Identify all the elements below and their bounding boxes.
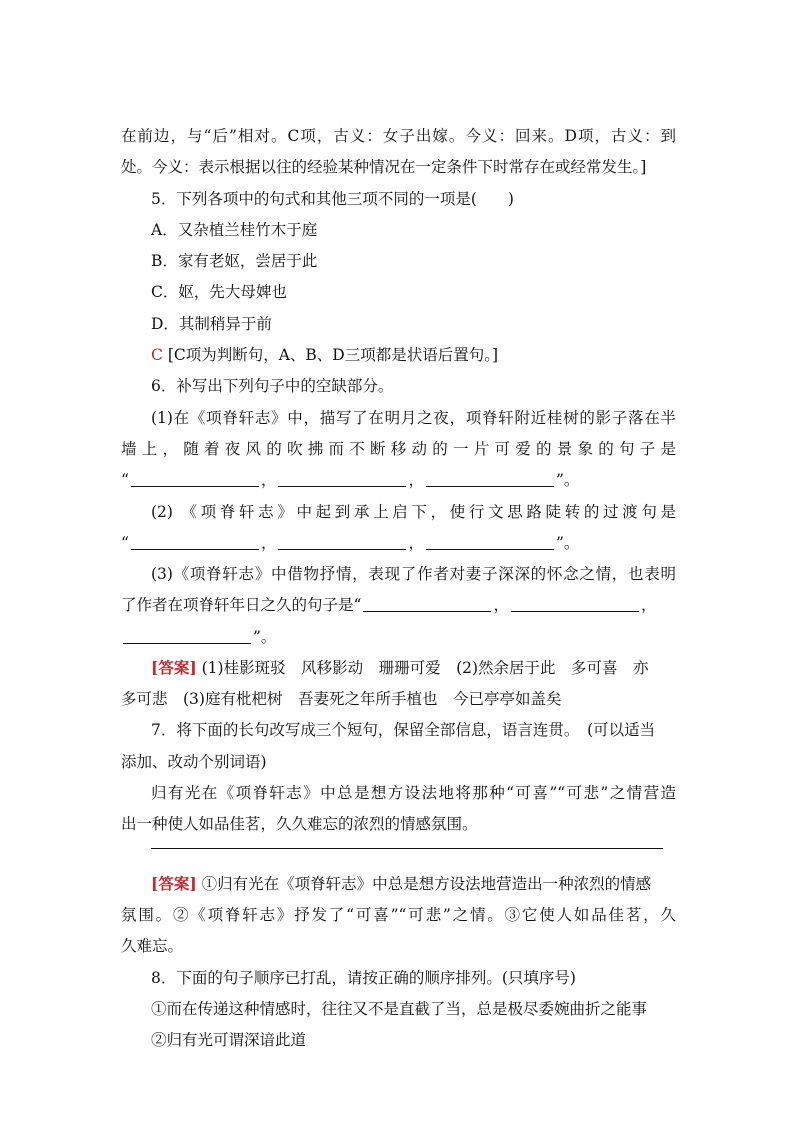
- answer-6: [151, 658, 676, 678]
- option-d: D．其制稍异于前: [151, 315, 272, 333]
- answer-label: [答案]: [151, 658, 197, 677]
- question-6-3: (3)《项脊轩志》中借物抒情，表现了作者对妻子深深的怀念之情，也表明: [151, 565, 676, 583]
- fill-blanks-3: [121, 627, 676, 647]
- answer-7: [151, 874, 676, 894]
- blank-line: [278, 534, 406, 550]
- sentence-1: ①而在传递这种情感时，往往又不是直截了当，总是极尽委婉曲折之能事: [151, 1000, 648, 1018]
- option-c: C．妪，先大母婢也: [151, 283, 287, 301]
- answer-5: [151, 345, 676, 365]
- comma: ，: [260, 534, 277, 552]
- blank-line: [278, 471, 406, 487]
- comma: ，: [493, 596, 509, 614]
- answer-explanation: [C项为判断句，A、B、D三项都是状语后置句。]: [167, 346, 499, 364]
- comma: ，: [640, 596, 657, 614]
- answer-7: 氛围。②《项脊轩志》抒发了“可喜”“可悲”之情。③它使人如品佳茗，久: [121, 906, 676, 924]
- option-a: A．又杂植兰桂竹木于庭: [151, 221, 318, 239]
- option-b: B．家有老妪，尝居于此: [151, 252, 318, 270]
- quote-mark: “: [121, 534, 129, 552]
- quote-mark: “: [121, 471, 129, 489]
- blank-line: [131, 534, 259, 550]
- answer-letter: C: [151, 346, 163, 364]
- question-5: 5．下列各项中的句式和其他三项不同的一项是( ): [151, 190, 514, 208]
- answer-label: [答案]: [151, 874, 197, 893]
- blank-line: [426, 471, 554, 487]
- fill-blanks-1: [121, 470, 676, 490]
- comma: ，: [408, 534, 424, 552]
- answer-text: (1)桂影斑驳 风移影动 珊珊可爱 (2)然余居于此 多可喜 亦: [201, 659, 649, 677]
- answer-rule: [151, 848, 663, 849]
- question-7: 添加、改动个别词语): [121, 753, 267, 771]
- blank-line: [123, 628, 251, 644]
- question-7-text: 出一种使人如品佳茗，久久难忘的浓烈的情感氛围。: [121, 815, 478, 833]
- comma: ，: [408, 471, 424, 489]
- question-7-text: 归有光在《项脊轩志》中总是想方设法地将那种“可喜”“可悲”之情营造: [151, 784, 676, 802]
- question-6-1: (1)在《项脊轩志》中，描写了在明月之夜，项脊轩附近桂树的影子落在半: [151, 409, 676, 427]
- question-8: 8．下面的句子顺序已打乱，请按正确的顺序排列。(只填序号): [151, 969, 576, 987]
- text-fragment: 了作者在项脊轩年日之久的句子是“: [121, 596, 362, 614]
- comma: ，: [260, 471, 277, 489]
- question-6-1: 墙上，随着夜风的吹拂而不断移动的一片可爱的景象的句子是: [121, 440, 676, 458]
- answer-text: ①归有光在《项脊轩志》中总是想方设法地营造出一种浓烈的情感: [201, 875, 652, 893]
- blank-line: [511, 596, 639, 612]
- text-line: 处。今义：表示根据以往的经验某种情况在一定条件下时常存在或经常发生。]: [121, 158, 647, 176]
- quote-mark: ”。: [555, 534, 580, 552]
- fill-blanks-2: [121, 533, 676, 553]
- quote-mark: ”。: [555, 471, 580, 489]
- answer-6: 多可悲 (3)庭有枇杷树 吾妻死之年所手植也 今已亭亭如盖矣: [121, 690, 562, 708]
- quote-mark: ”。: [253, 628, 277, 646]
- blank-line: [363, 596, 491, 612]
- question-7: 7．将下面的长句改写成三个短句，保留全部信息，语言连贯。 (可以适当: [151, 721, 656, 739]
- text-line: 在前边，与“后”相对。C项，古义：女子出嫁。今义：回来。D项，古义：到: [121, 127, 676, 145]
- question-6-3: [121, 595, 676, 615]
- blank-line: [426, 534, 554, 550]
- question-6-2: (2) 《项脊轩志》中起到承上启下，使行文思路陡转的过渡句是: [151, 503, 676, 521]
- blank-line: [131, 471, 259, 487]
- sentence-2: ②归有光可谓深谙此道: [151, 1031, 307, 1049]
- answer-7: 久难忘。: [121, 937, 184, 955]
- question-6: 6．补写出下列句子中的空缺部分。: [151, 377, 394, 395]
